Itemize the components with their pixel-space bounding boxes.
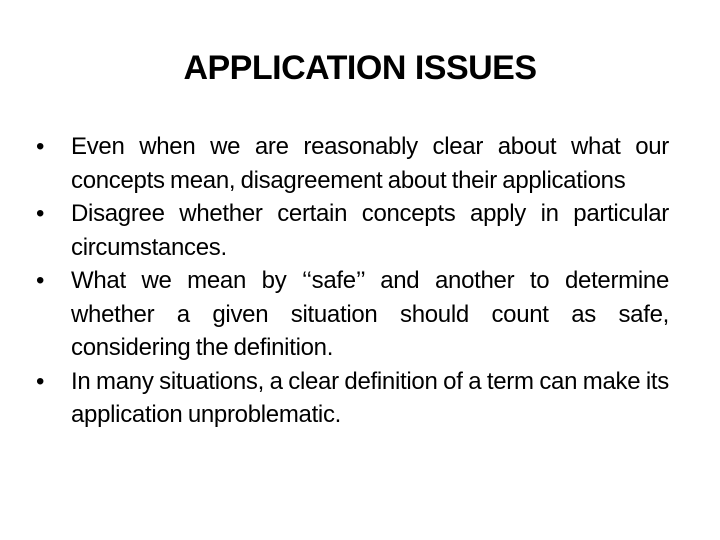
bullet-text: In many situations, a clear definition of a term can make its application unproblematic. bbox=[71, 367, 669, 428]
bullet-icon: • bbox=[36, 133, 45, 160]
bullet-icon: • bbox=[36, 367, 45, 395]
bullet-text: Even when we are reasonably clear about what our concepts mean, disagreement about their applications bbox=[71, 133, 669, 194]
bullet-text: What we mean by ‘‘safe’’ and another to determine whether a given situation should count as safe, considering the definition. bbox=[71, 267, 669, 361]
bullet-icon: • bbox=[36, 200, 45, 227]
bullet-icon: • bbox=[36, 267, 45, 294]
bullet-list bbox=[36, 130, 669, 432]
list-item bbox=[36, 365, 669, 432]
slide-title: APPLICATION ISSUES bbox=[183, 49, 537, 87]
bullet-text: Disagree whether certain concepts apply in particular circumstances. bbox=[71, 200, 669, 261]
list-item bbox=[36, 197, 669, 264]
list-item bbox=[36, 130, 669, 197]
list-item bbox=[36, 264, 669, 365]
